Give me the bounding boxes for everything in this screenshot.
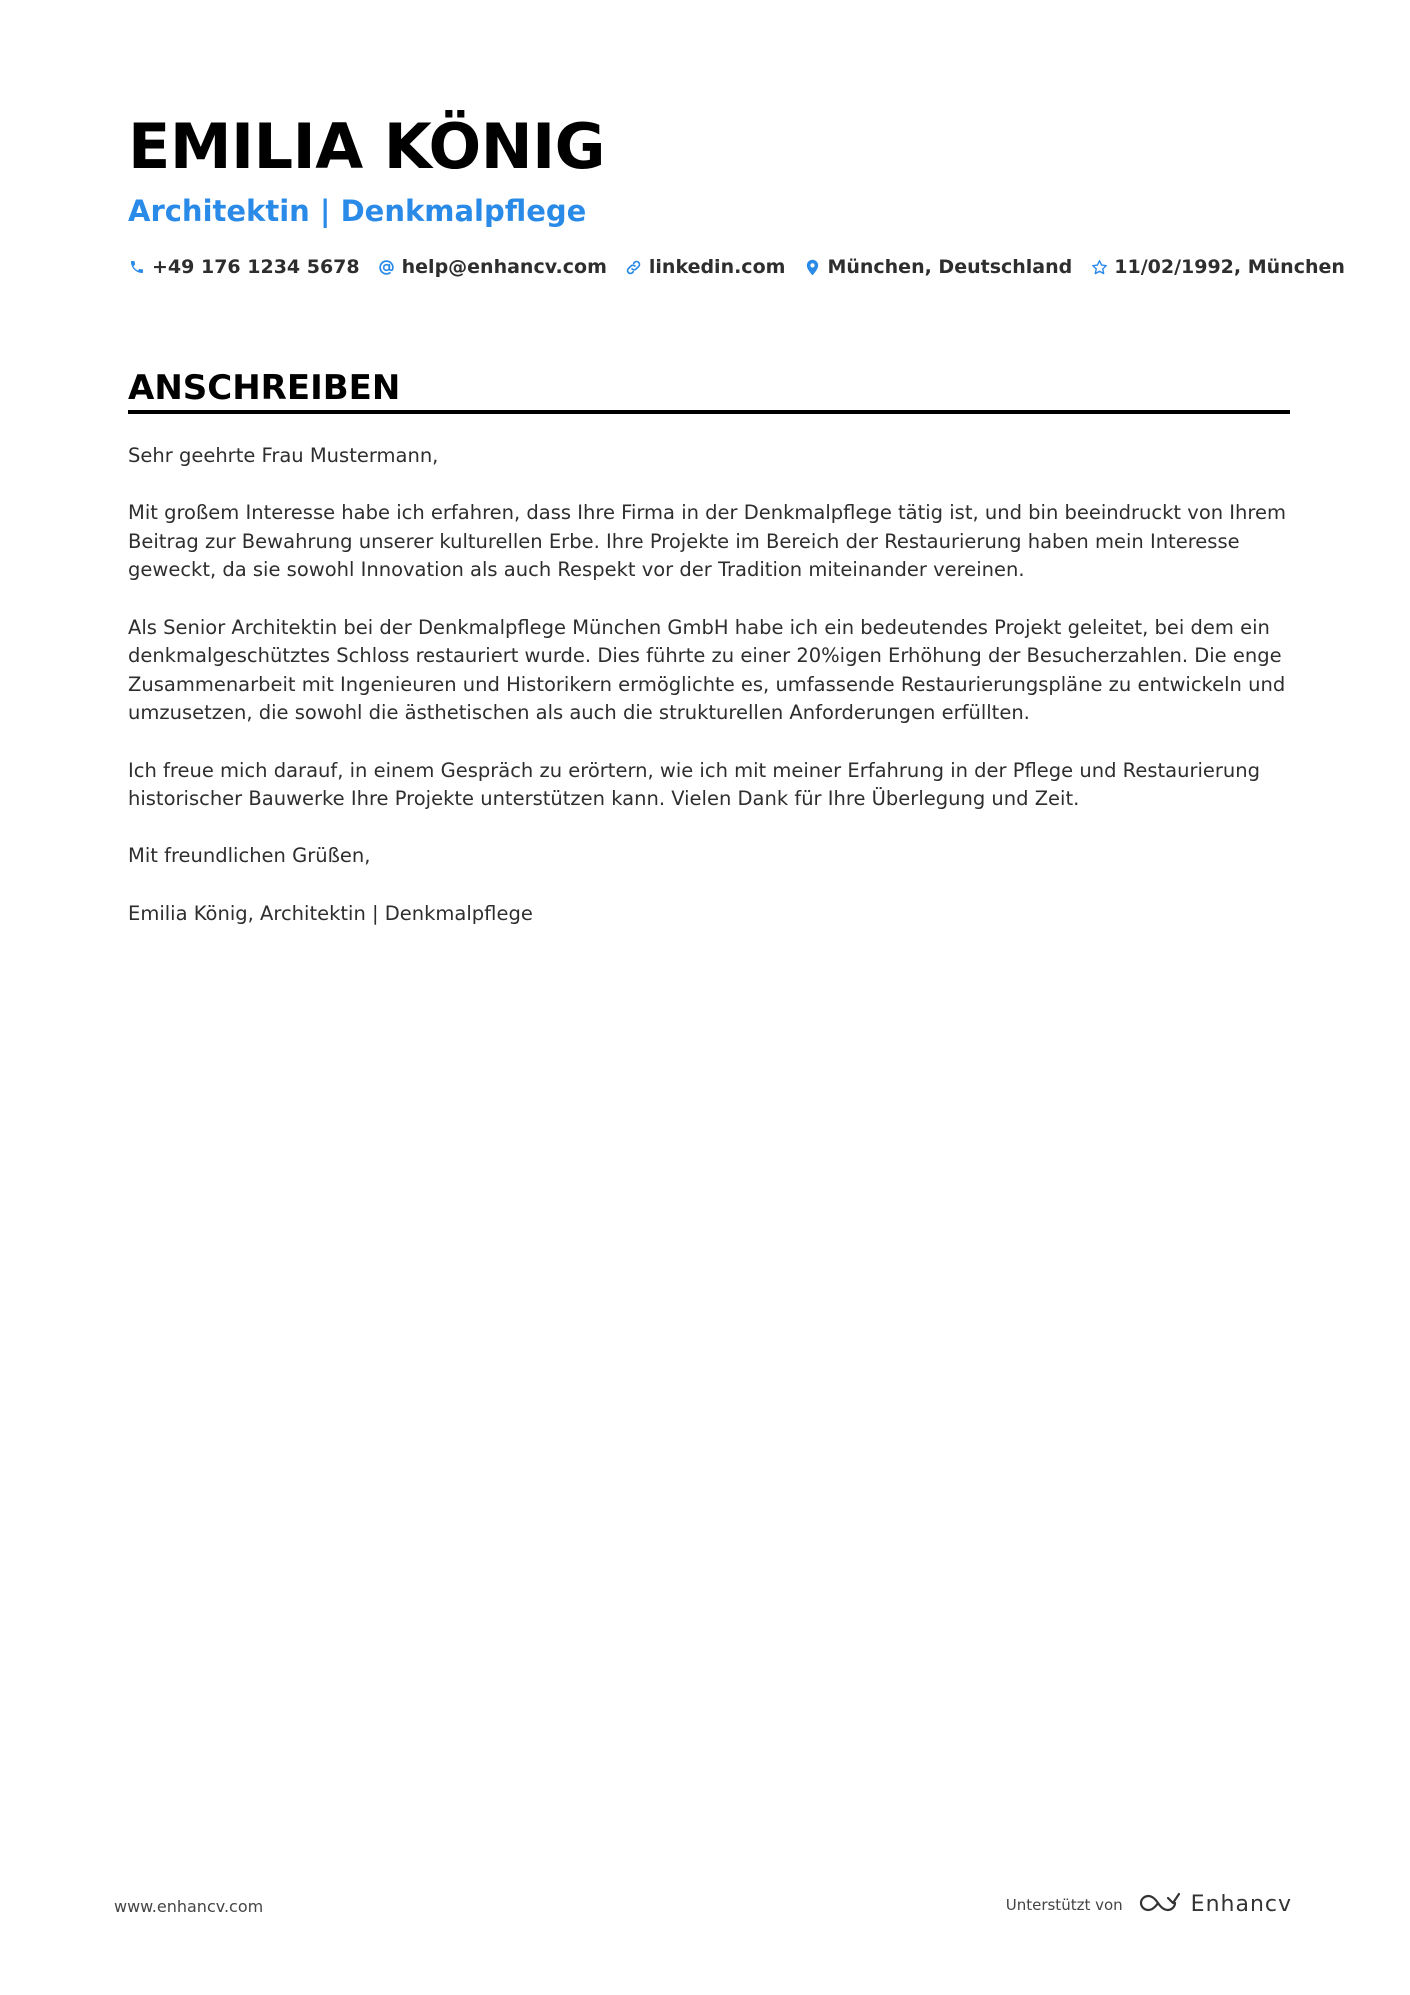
footer-url[interactable]: www.enhancv.com [114,1897,264,1916]
contact-phone [128,253,360,281]
star-icon [1090,258,1108,276]
letter-closing: Mit freundlichen Grüßen, [128,844,371,868]
brand-logo[interactable] [1135,1890,1292,1920]
contact-email[interactable] [378,253,607,281]
link-icon [625,258,643,276]
powered-by [1006,1890,1292,1920]
contact-linkedin[interactable] [625,253,786,281]
contact-linkedin-text[interactable]: linkedin.com [648,256,786,278]
powered-by-label: Unterstützt von [1005,1896,1123,1914]
contact-birth [1090,253,1345,281]
enhancv-logo-icon [1135,1890,1181,1920]
contact-location [803,253,1072,281]
contact-phone-text: +49 176 1234 5678 [152,256,360,278]
candidate-name: EMILIA KÖNIG [128,110,606,183]
at-icon [378,258,396,276]
contact-location-text: München, Deutschland [827,256,1073,278]
letter-signature: Emilia König, Architektin | Denkmalpflege [128,901,533,925]
candidate-headline: Architektin | Denkmalpflege [128,194,587,228]
contact-birth-text: 11/02/1992, München [1114,256,1345,278]
letter-salutation: Sehr geehrte Frau Mustermann, [128,444,439,467]
letter-paragraph: Ich freue mich darauf, in einem Gespräch zu erörtern, wie ich mit meiner Erfahrung in der Pflege und Restaurierung historischer Bauwerke Ihre Projekte unterstützen kann. Vielen Dank für Ihre Überlegung und Zeit. [128,758,1260,811]
contact-bar [128,253,1345,281]
letter-body [128,442,1290,957]
letter-paragraph: Als Senior Architektin bei der Denkmalpflege München GmbH habe ich ein bedeutendes Projekt geleitet, bei dem ein denkmalgeschütztes Schloss restauriert wurde. Dies führte zu einer 20%igen Erhöhung der Besucherzahlen. Die enge Zusammenarbeit mit Ingenieuren und Historikern ermöglichte es, umfassende Restaurierungspläne zu entwickeln und umzusetzen, die sowohl die ästhetischen als auch die strukturellen Anforderungen erfüllten. [128,615,1286,725]
section-title: ANSCHREIBEN [128,368,401,408]
contact-email-text[interactable]: help@enhancv.com [401,256,607,278]
map-pin-icon [803,258,821,276]
section-divider [128,410,1290,414]
brand-name: Enhancv [1190,1892,1292,1917]
letter-paragraph: Mit großem Interesse habe ich erfahren, dass Ihre Firma in der Denkmalpflege tätig ist, und bin beeindruckt von Ihrem Beitrag zur Bewahrung unserer kulturellen Erbe. Ihre Projekte im Bereich der Restaurierung haben mein Interesse geweckt, da sie sowohl Innovation als auch Respekt vor der Tradition miteinander vereinen. [128,501,1286,582]
phone-icon [128,258,146,276]
